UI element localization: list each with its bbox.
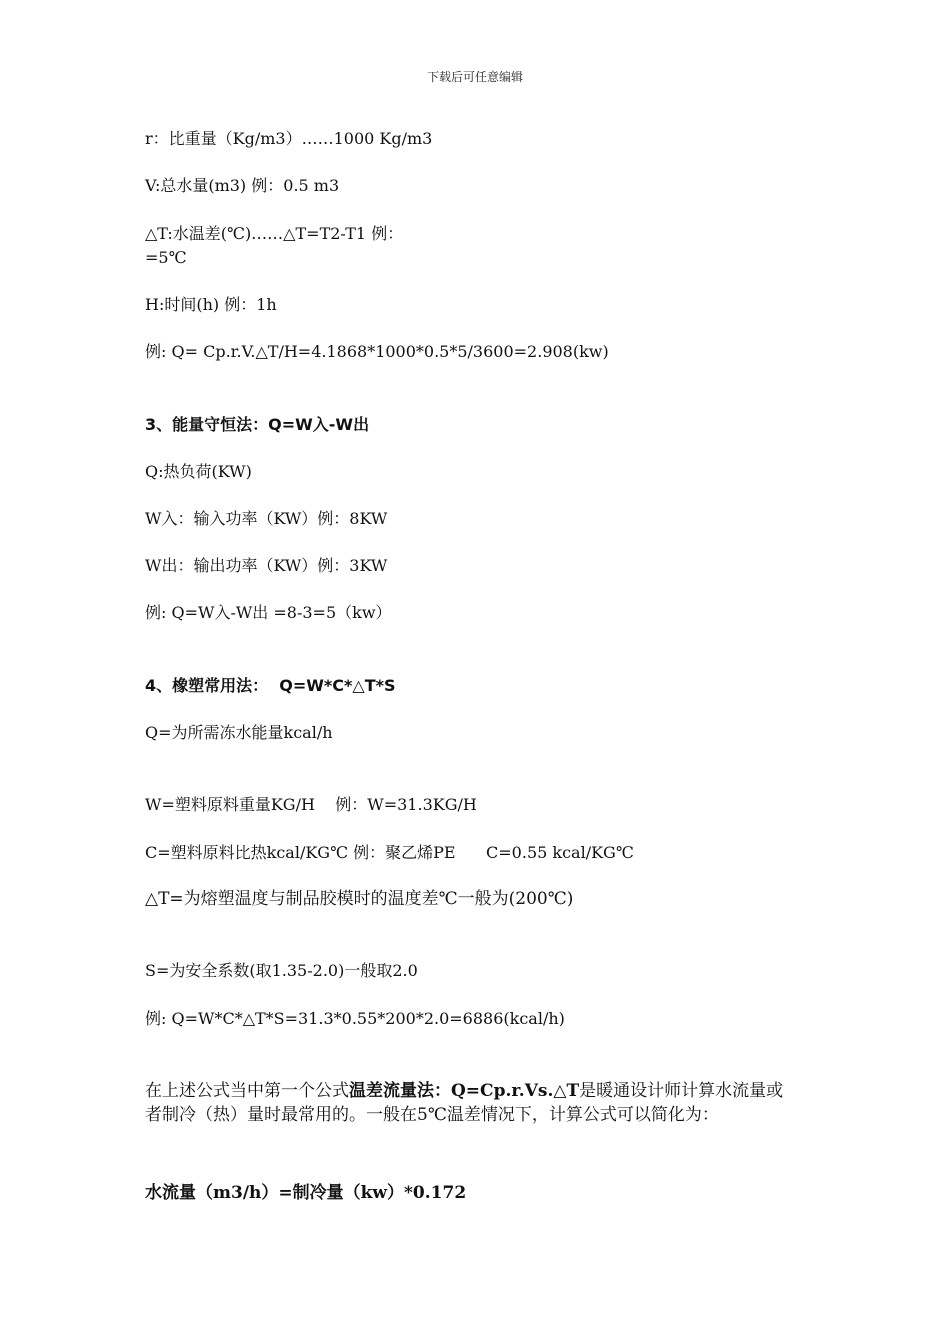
section-4-line: S=为安全系数(取1.35-2.0)一般取2.0 [145,961,418,980]
summary-post-text: 是暖通设计师计算水流量或者制冷（热）量时最常用的。一般在5℃温差情况下，计算公式可以简化为： [145,1081,784,1125]
section-4-line: Q=为所需冻水能量kcal/h [145,723,333,742]
section-3-line: W出：输出功率（KW）例：3KW [145,556,388,575]
text-line-volume: V:总水量(m3) 例：0.5 m3 [145,176,340,195]
section-4-line: △T=为熔塑温度与制品胶模时的温度差℃一般为(200℃) [145,889,574,909]
section-3-line: W入：输入功率（KW）例：8KW [145,509,388,528]
section-3-line: Q:热负荷(KW) [145,462,252,481]
summary-pre-text: 在上述公式当中第一个公式 [145,1081,349,1101]
page-header: 下载后可任意编辑 [426,70,523,84]
section-3-heading: 3、能量守恒法：Q=W入-W出 [145,415,370,434]
text-line-example-1: 例: Q= Cp.r.V.△T/H=4.1868*1000*0.5*5/3600=2.908(kw) [145,342,609,361]
text-line-time: H:时间(h) 例：1h [145,295,277,314]
section-3-example: 例: Q=W入-W出 =8-3=5（kw） [145,603,392,622]
summary-bold-formula: 温差流量法：Q=Cp.r.Vs.△T [349,1081,580,1101]
section-4-example: 例: Q=W*C*△T*S=31.3*0.55*200*2.0=6886(kcal/h) [145,1009,565,1028]
text-line-temp-diff: △T:水温差(℃)……△T=T2-T1 例： [145,224,404,243]
section-4-heading: 4、橡塑常用法： Q=W*C*△T*S [145,676,396,695]
section-4-line: W=塑料原料重量KG/H 例：W=31.3KG/H [145,795,477,814]
section-4-line: C=塑料原料比热kcal/KG℃ 例：聚乙烯PE C=0.55 kcal/KG℃ [145,843,634,862]
summary-paragraph [145,1079,795,1127]
text-line-density: r：比重量（Kg/m3）……1000 Kg/m3 [145,129,433,148]
text-line-temp-diff-value: =5℃ [145,248,187,267]
final-formula: 水流量（m3/h）=制冷量（kw）*0.172 [145,1183,467,1203]
